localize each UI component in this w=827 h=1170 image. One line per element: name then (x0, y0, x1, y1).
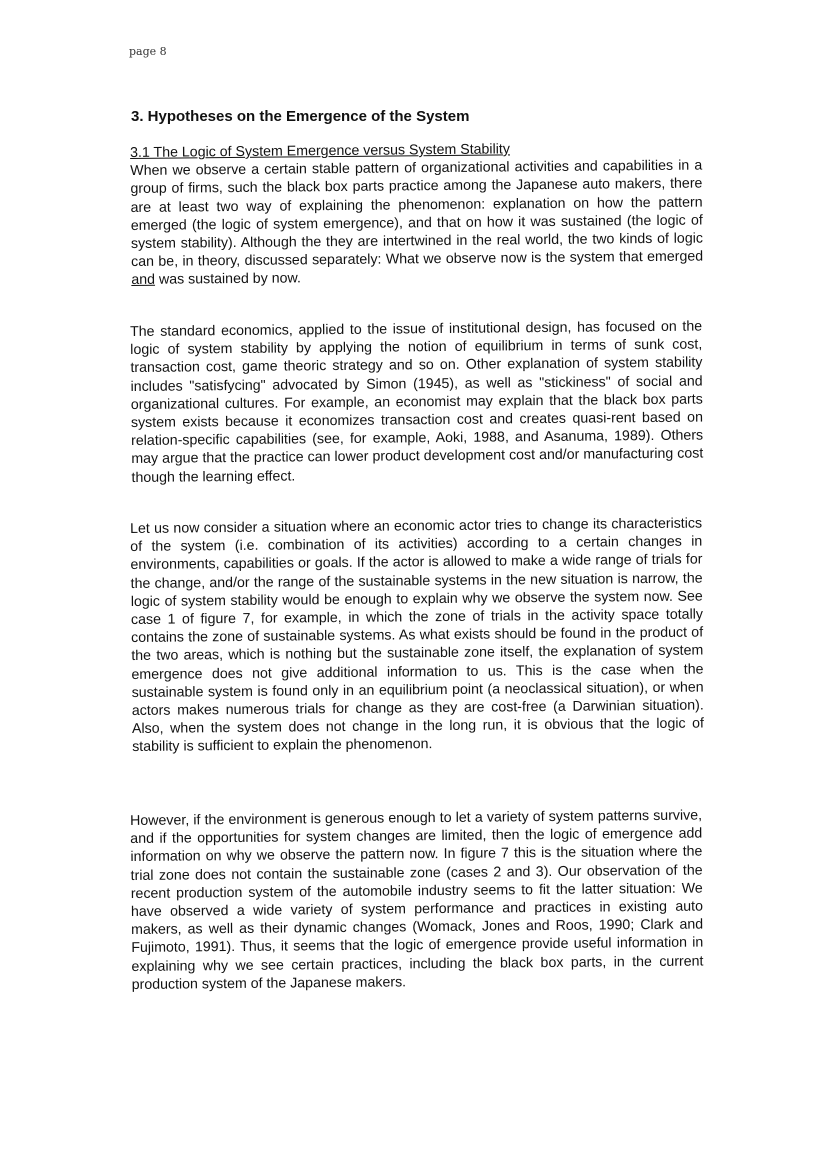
emphasis-and: and (131, 272, 156, 289)
subsection-heading: 3.1 The Logic of System Emergence versus System Stability (130, 141, 510, 161)
paragraph-1-text-a: When we observe a certain stable pattern of organizational activities and capabilities in a group of firms, such the black box parts practice among the Japanese auto makers, there are at least two way of explaining the phenomenon: explanation on how the pattern emerged (the logic of system emergence), and that on how it was sustained (the logic of system stability). Although the they are intertwined in the real world, the two kinds of logic can be, in theory, discussed separately: What we observe now is the system that emerged (130, 157, 704, 271)
section-heading: 3. Hypotheses on the Emergence of the System (131, 108, 470, 125)
paragraph-3: Let us now consider a situation where an economic actor tries to change its characteristics of the system (i.e. combination of its activities) according to a certain changes in environments, capabilities or goals. If the actor is allowed to make a wide range of trials for the change, and/or the range of the sustainable systems in the new situation is narrow, the logic of system stability would be enough to explain why we observe the system now. See case 1 of figure 7, for example, in which the zone of trials in the activity space totally contains the zone of sustainable systems. As what exists should be found in the product of the two areas, which is nothing but the sustainable zone itself, the explanation of system emergence does not give additional information to us. This is the case when the sustainable system is found only in an equilibrium point (a neoclassical situation), or when actors makes numerous trials for change as they are cost-free (a Darwinian situation). Also, when the system does not change in the long run, it is obvious that the logic of stability is sufficient to explain the phenomenon. (130, 515, 705, 756)
page-number: page 8 (129, 45, 167, 58)
paragraph-1-text-b: was sustained by now. (154, 270, 301, 289)
paragraph-1 (130, 139, 703, 290)
paragraph-2: The standard economics, applied to the issue of institutional design, has focused on the logic of system stability by applying the notion of equilibrium in terms of sunk cost, transaction cost, game theoric strategy and so on. Other explanation of system stability includes "satisfycing" advocated by Simon (1945), as well as "stickiness" of social and organizational cultures. For example, an economist may explain that the black box parts system exists because it economizes transaction cost and creates quasi-rent based on relation-specific capabilities (see, for example, Aoki, 1988, and Asanuma, 1989). Others may argue that the practice can lower product development cost and/or manufacturing cost though the learning effect. (130, 318, 704, 486)
paragraph-4: However, if the environment is generous enough to let a variety of system patterns survive, and if the opportunities for system changes are limited, then the logic of emergence add information on why we observe the pattern now. In figure 7 this is the situation where the trial zone does not contain the sustainable zone (cases 2 and 3). Our observation of the recent production system of the automobile industry seems to fit the latter situation: We have observed a wide variety of system performance and practices in existing auto makers, as well as their dynamic changes (Womack, Jones and Roos, 1990; Clark and Fujimoto, 1991). Thus, it seems that the logic of emergence provide useful information in explaining why we see certain practices, including the black box parts, in the current production system of the Japanese makers. (130, 807, 704, 993)
